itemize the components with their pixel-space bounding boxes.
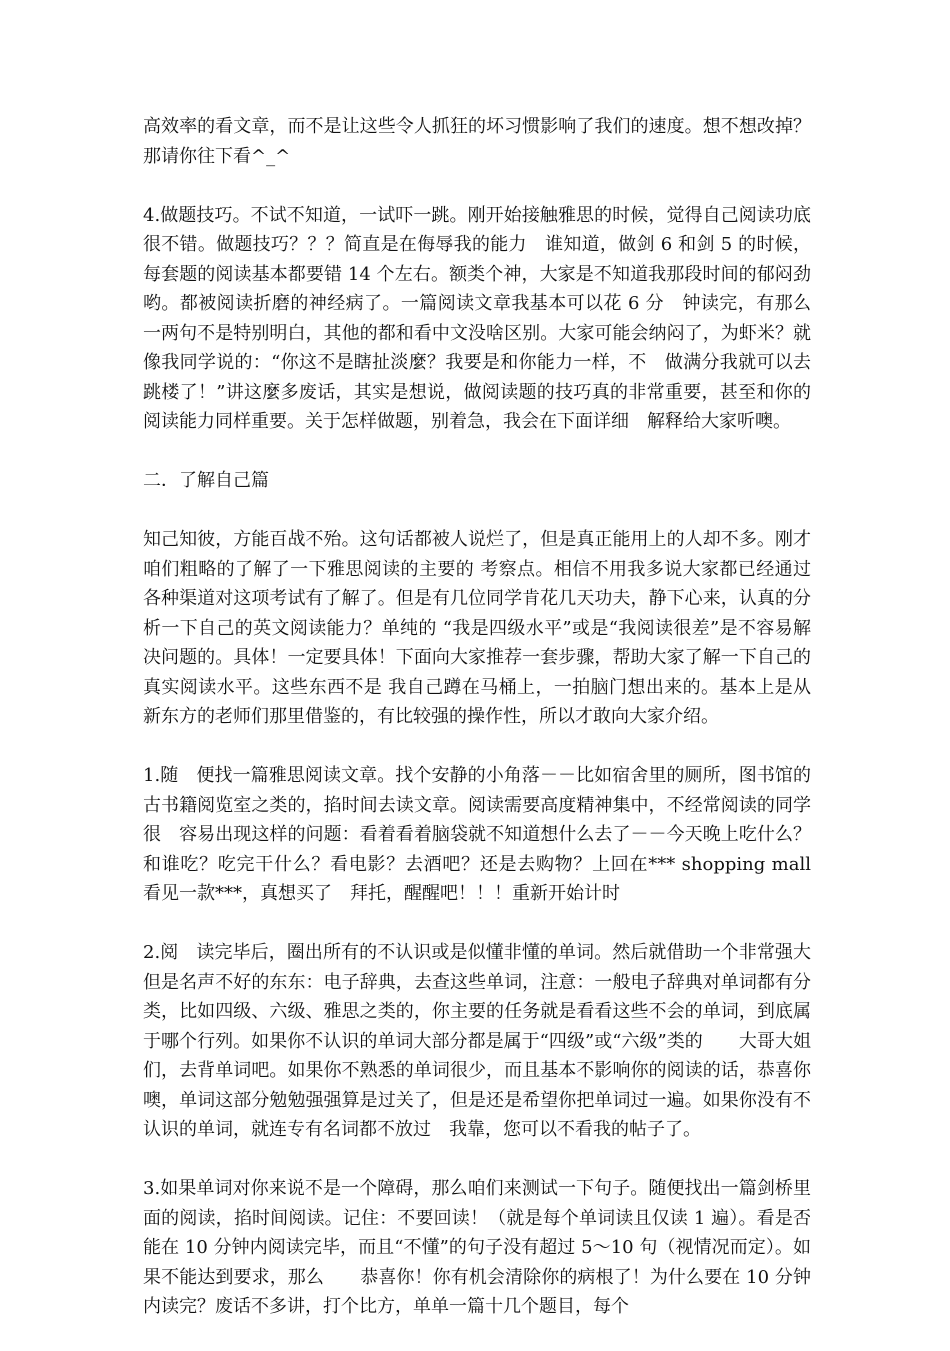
document-body	[143, 112, 829, 1351]
paragraph-step-2: 2.阅 读完毕后，圈出所有的不认识或是似懂非懂的单词。然后就借助一个非常强大但是名声不好的东东：电子辞典，去查这些单词，注意：一般电子辞典对单词都有分 类，比如四级、六级、雅思之类的，你主要的任务就是看看这些不会的单词，到底属于哪个行列。如果你不认识的单词大部分都是属于“四级”或“六级”类的 大哥大姐们，去背单词吧。如果你不熟悉的单词很少，而且基本不影响你的阅读的话，恭喜你噢，单词这部分勉勉强强算是过关了，但是还是希望你把单词过一遍。如果你没有不认识的单词，就连专有名词都不放过 我靠，您可以不看我的帖子了。	[143, 942, 829, 1140]
paragraph-intro-continuation: 高效率的看文章，而不是让这些令人抓狂的坏习惯影响了我们的速度。想不想改掉？那请你往下看^_^	[143, 116, 811, 167]
paragraph-step-3: 3.如果单词对你来说不是一个障碍，那么咱们来测试一下句子。随便找出一篇剑桥里面的阅读，掐时间阅读。记住：不要回读！（就是每个单词读且仅读 1 遍）。看是否能在 10 分钟内阅读完毕，而且“不懂”的句子没有超过 5～10 句（视情况而定）。如果不能达到要求，那么 恭喜你！你有机会清除你的病根了！为什么要在 10 分钟内读完？废话不多讲，打个比方，单单一篇十几个题目，每个	[143, 1178, 811, 1317]
paragraph-step-1: 1.随 便找一篇雅思阅读文章。找个安静的小角落－－比如宿舍里的厕所，图书馆的古书籍阅览室之类的，掐时间去读文章。阅读需要高度精神集中，不经常阅读的同学很 容易出现这样的问题：看着看着脑袋就不知道想什么去了－－今天晚上吃什么？和谁吃？吃完干什么？看电影？去酒吧？还是去购物？上回在*** shopping mall 看见一款***，真想买了 拜托，醒醒吧！！！重新开始计时	[143, 765, 817, 904]
paragraph-tip-4: 4.做题技巧。不试不知道，一试吓一跳。刚开始接触雅思的时候，觉得自己阅读功底很不错。做题技巧？？？简直是在侮辱我的能力 谁知道，做剑 6 和剑 5 的时候，每套题的阅读基本都要错 14 个左右。额类个神，大家是不知道我那段时间的郁闷劲哟。都被阅读折磨的神经病了。一篇阅读文章我基本可以花 6 分 钟读完，有那么一两句不是特别明白，其他的都和看中文没啥区别。大家可能会纳闷了，为虾米？就像我同学说的：“你这不是瞎扯淡麼？我要是和你能力一样，不 做满分我就可以去跳楼了！”讲这麼多废话，其实是想说，做阅读题的技巧真的非常重要，甚至和你的阅读能力同样重要。关于怎样做题，别着急，我会在下面详细 解释给大家听噢。	[143, 204, 811, 432]
paragraph-know-yourself: 知己知彼，方能百战不殆。这句话都被人说烂了，但是真正能用上的人却不多。刚才咱们粗略的了解了一下雅思阅读的主要的 考察点。相信不用我多说大家都已经通过各种渠道对这项考试有了解了。但是有几位同学肯花几天功夫，静下心来，认真的分析一下自己的英文阅读能力？单纯的 “我是四级水平”或是“我阅读很差”是不容易解决问题的。具体！一定要具体！下面向大家推荐一套步骤，帮助大家了解一下自己的真实阅读水平。这些东西不是 我自己蹲在马桶上，一拍脑门想出来的。基本上是从新东方的老师们那里借鉴的，有比较强的操作性，所以才敢向大家介绍。	[143, 529, 811, 727]
section-heading: 二．了解自己篇	[143, 470, 269, 491]
